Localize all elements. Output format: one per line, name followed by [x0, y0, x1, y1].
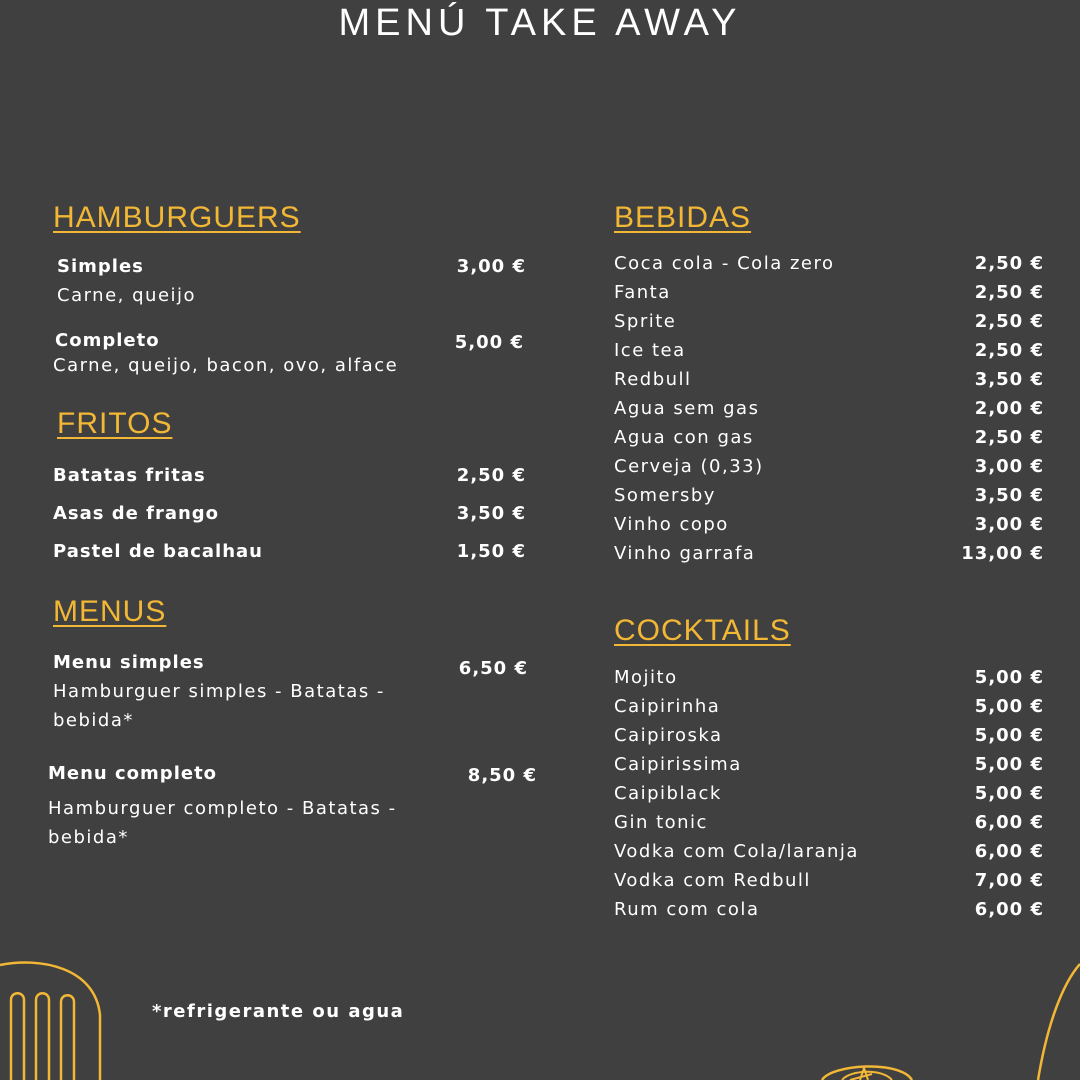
- item-price: 3,00 €: [456, 256, 526, 277]
- spatula-icon: [0, 955, 110, 1080]
- drink-row: [614, 514, 1044, 543]
- drink-name: Rum com cola: [614, 899, 760, 920]
- drink-price: 3,00 €: [974, 514, 1044, 535]
- drink-name: Caipiblack: [614, 783, 722, 804]
- menu-item-completo: [55, 330, 533, 380]
- drink-name: Mojito: [614, 667, 678, 688]
- drink-row: [614, 282, 1044, 311]
- item-name: Menu simples: [53, 652, 205, 673]
- ladle-icon: [1030, 960, 1080, 1080]
- item-desc-line1: Hamburguer simples - Batatas -: [53, 681, 385, 702]
- drink-row: [614, 899, 1044, 928]
- fritos-heading: FRITOS: [57, 407, 173, 440]
- drink-price: 3,50 €: [974, 485, 1044, 506]
- item-name: Pastel de bacalhau: [53, 541, 263, 562]
- drink-price: 5,00 €: [974, 754, 1044, 775]
- bebidas-heading: BEBIDAS: [614, 201, 752, 234]
- drink-row: [614, 812, 1044, 841]
- item-price: 6,50 €: [458, 658, 528, 679]
- drink-row: [614, 754, 1044, 783]
- drink-row: [614, 725, 1044, 754]
- drink-row: [614, 783, 1044, 812]
- right-column: [614, 198, 1044, 928]
- drink-price: 5,00 €: [974, 725, 1044, 746]
- left-column: [48, 198, 537, 852]
- drink-row: [614, 667, 1044, 696]
- drink-row: [614, 369, 1044, 398]
- item-name: Menu completo: [48, 763, 218, 784]
- whisk-icon: [820, 1060, 915, 1080]
- drink-price: 2,50 €: [974, 311, 1044, 332]
- drink-name: Caipirissima: [614, 754, 742, 775]
- drink-price: 5,00 €: [974, 696, 1044, 717]
- drink-name: Cerveja (0,33): [614, 456, 764, 477]
- drink-price: 6,00 €: [974, 812, 1044, 833]
- drink-price: 3,00 €: [974, 456, 1044, 477]
- drink-name: Vinho copo: [614, 514, 729, 535]
- drink-row: [614, 340, 1044, 369]
- item-desc-line2: bebida*: [48, 827, 129, 848]
- item-name: Batatas fritas: [53, 465, 206, 486]
- drink-row: [614, 427, 1044, 456]
- item-price: 8,50 €: [467, 765, 537, 786]
- menu-item-menu-simples: [53, 652, 533, 735]
- drink-price: 6,00 €: [974, 841, 1044, 862]
- drink-price: 3,50 €: [974, 369, 1044, 390]
- drink-name: Somersby: [614, 485, 716, 506]
- item-price: 3,50 €: [456, 503, 526, 524]
- hamburgers-heading: HAMBURGUERS: [53, 201, 301, 234]
- drink-name: Gin tonic: [614, 812, 708, 833]
- drink-price: 2,50 €: [974, 427, 1044, 448]
- drink-price: 2,00 €: [974, 398, 1044, 419]
- drink-price: 2,50 €: [974, 340, 1044, 361]
- bebidas-list: [614, 253, 1044, 572]
- drink-row: [614, 253, 1044, 282]
- drink-name: Caipiroska: [614, 725, 723, 746]
- item-desc: Carne, queijo: [57, 285, 197, 306]
- menu-item-pastel-de-bacalhau: [53, 541, 533, 562]
- drink-price: 7,00 €: [974, 870, 1044, 891]
- drink-row: [614, 311, 1044, 340]
- drink-row: [614, 398, 1044, 427]
- drink-name: Agua con gas: [614, 427, 754, 448]
- drink-row: [614, 841, 1044, 870]
- item-desc-line2: bebida*: [53, 710, 134, 731]
- cocktails-list: [614, 667, 1044, 928]
- item-price: 2,50 €: [456, 465, 526, 486]
- drink-price: 2,50 €: [974, 253, 1044, 274]
- menu-item-batatas-fritas: [53, 465, 533, 486]
- drink-name: Vinho garrafa: [614, 543, 756, 564]
- drink-row: [614, 456, 1044, 485]
- item-name: Completo: [55, 330, 160, 351]
- drink-price: 13,00 €: [961, 543, 1044, 564]
- menu-title: MENÚ TAKE AWAY: [338, 2, 742, 44]
- drink-price: 5,00 €: [974, 783, 1044, 804]
- drink-name: Redbull: [614, 369, 692, 390]
- item-price: 1,50 €: [456, 541, 526, 562]
- drink-row: [614, 543, 1044, 572]
- menu-item-simples: [57, 256, 533, 310]
- item-name: Asas de frango: [53, 503, 220, 524]
- drink-name: Sprite: [614, 311, 677, 332]
- drink-name: Caipirinha: [614, 696, 721, 717]
- drink-price: 2,50 €: [974, 282, 1044, 303]
- drink-name: Vodka com Redbull: [614, 870, 811, 891]
- drink-name: Vodka com Cola/laranja: [614, 841, 859, 862]
- drink-name: Coca cola - Cola zero: [614, 253, 835, 274]
- item-desc-line1: Hamburguer completo - Batatas -: [48, 798, 397, 819]
- menus-heading: MENUS: [53, 595, 167, 628]
- drink-name: Agua sem gas: [614, 398, 760, 419]
- cocktails-heading: COCKTAILS: [614, 614, 791, 647]
- menu-item-asas-de-frango: [53, 503, 533, 524]
- drink-price: 5,00 €: [974, 667, 1044, 688]
- item-desc: Carne, queijo, bacon, ovo, alface: [53, 355, 399, 376]
- drink-row: [614, 485, 1044, 514]
- drink-name: Ice tea: [614, 340, 686, 361]
- drink-name: Fanta: [614, 282, 671, 303]
- menu-item-menu-completo: [48, 763, 537, 852]
- drink-price: 6,00 €: [974, 899, 1044, 920]
- drink-row: [614, 870, 1044, 899]
- drink-row: [614, 696, 1044, 725]
- footnote: *refrigerante ou agua: [152, 1001, 405, 1022]
- item-name: Simples: [57, 256, 144, 277]
- item-price: 5,00 €: [454, 332, 524, 353]
